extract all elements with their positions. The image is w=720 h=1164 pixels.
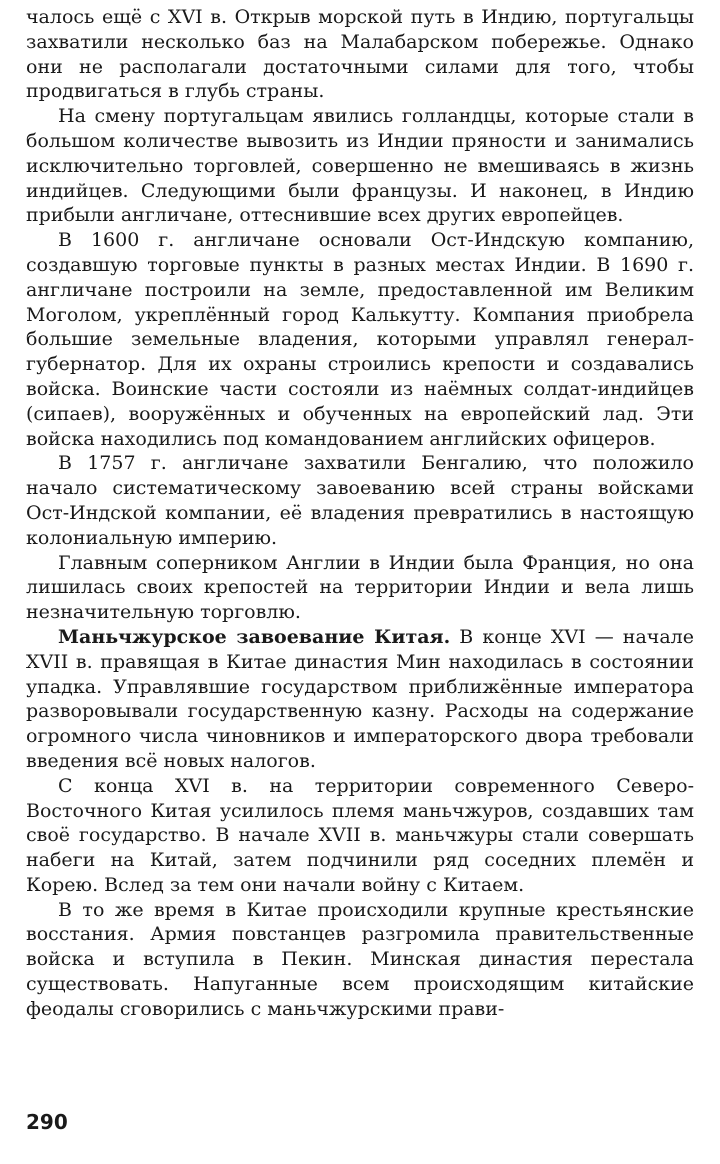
paragraph-peasant-uprisings: В то же время в Китае происходили крупные крестьянские восстания. Армия повстанцев разгромила правительственные войска и вступила в Пекин. Минская династия перестала существовать. Напуганные всем происходящим китайские феодалы сговорились с маньчжурскими прави- — [26, 898, 694, 1020]
paragraph-manchu-conquest — [26, 625, 694, 774]
paragraph-bengal-conquest: В 1757 г. англичане захватили Бенгалию, что положило начало систематическому завоеванию всей страны войсками Ост-Индской компании, её владения превратились в настоящую колониальную империю. — [26, 452, 694, 549]
paragraph-france-rival: Главным соперником Англии в Индии была Франция, но она лишилась своих крепостей на территории Индии и вела лишь незначительную торговлю. — [26, 551, 694, 624]
section-heading: Маньчжурское завоевание Китая. — [58, 625, 451, 648]
page-number: 290 — [26, 1110, 68, 1134]
paragraph-manchu-tribe: С конца XVI в. на территории современного Северо-Восточного Китая усилилось племя маньчжуров, создавших там своё государство. В начале XVII в. маньчжуры стали совершать набеги на Китай, затем подчинили ряд соседних племён и Корею. Вслед за тем они начали войну с Китаем. — [26, 774, 694, 896]
main-text — [26, 5, 694, 1022]
paragraph-east-india-company: В 1600 г. англичане основали Ост-Индскую компанию, создавшую торговые пункты в разных местах Индии. В 1690 г. англичане построили на земле, предоставленной им Великим Моголом, укреплённый город Калькутту. Компания приобрела большие земельные владения, которыми управлял генерал-губернатор. Для их охраны строились крепости и создавались войска. Воинские части состояли из наёмных солдат-индийцев (сипаев), вооружённых и обученных на европейский лад. Эти войска находились под командованием английских офицеров. — [26, 229, 694, 450]
paragraph-continuation: чалось ещё с XVI в. Открыв морской путь в Индию, португальцы захватили несколько баз на Малабарском побережье. Однако они не располагали достаточными силами для того, чтобы продвигаться в глубь страны. — [26, 6, 694, 103]
paragraph-manchu-conquest-text: В конце XVI — начале XVII в. правящая в Китае династия Мин находилась в состоянии упадка. Управлявшие государством приближённые императора разворовывали государственную казну. Расходы на содержание огромного числа чиновников и императорского двора требовали введения всё новых налогов. — [26, 625, 694, 772]
paragraph-dutch-french-english: На смену португальцам явились голландцы, которые стали в большом количестве вывозить из Индии пряности и занимались исключительно торговлей, совершенно не вмешиваясь в жизнь индийцев. Следующими были французы. И наконец, в Индию прибыли англичане, оттеснившие всех других европейцев. — [26, 105, 694, 227]
